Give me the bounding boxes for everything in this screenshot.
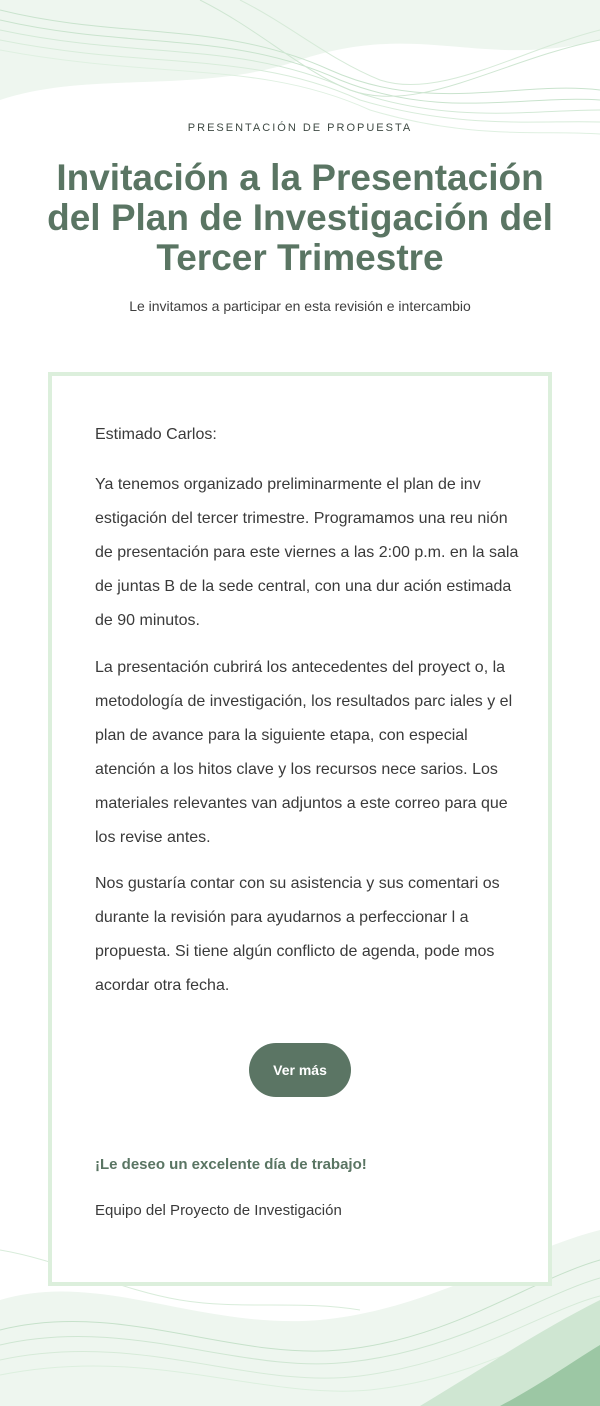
ver-mas-button[interactable]: Ver más	[249, 1043, 351, 1097]
paragraph-1: Ya tenemos organizado preliminarmente el plan de inv estigación del tercer trimestre. Programamos una reu nión de presentación para este viernes a las 2:00 p.m. en la sala de juntas B de la sede central, con una dur ación estimada de 90 minutos.	[95, 476, 519, 629]
paragraph-3: Nos gustaría contar con su asistencia y sus comentari os durante la revisión para ayudarnos a perfeccionar l a propuesta. Si tiene algún conflicto de agenda, pode mos acordar otra fecha.	[95, 875, 500, 994]
signature: Equipo del Proyecto de Investigación	[95, 1202, 342, 1219]
page-subtitle: Le invitamos a participar en esta revisión e intercambio	[129, 298, 471, 314]
paragraph-2: La presentación cubrirá los antecedentes del proyect o, la metodología de investigación, los resultados parc iales y el plan de avance para la siguiente etapa, con especial atención a los hitos clave y los recursos nece sarios. Los materiales relevantes van adjuntos a este correo para que los revise antes.	[95, 659, 513, 846]
eyebrow-label: PRESENTACIÓN DE PROPUESTA	[187, 122, 413, 134]
greeting: Estimado Carlos:	[95, 426, 217, 443]
letter-card	[48, 372, 552, 1286]
closing-line: ¡Le deseo un excelente día de trabajo!	[95, 1156, 367, 1173]
page-title: Invitación a la Presentación del Plan de Investigación del Tercer Trimestre	[47, 157, 553, 278]
